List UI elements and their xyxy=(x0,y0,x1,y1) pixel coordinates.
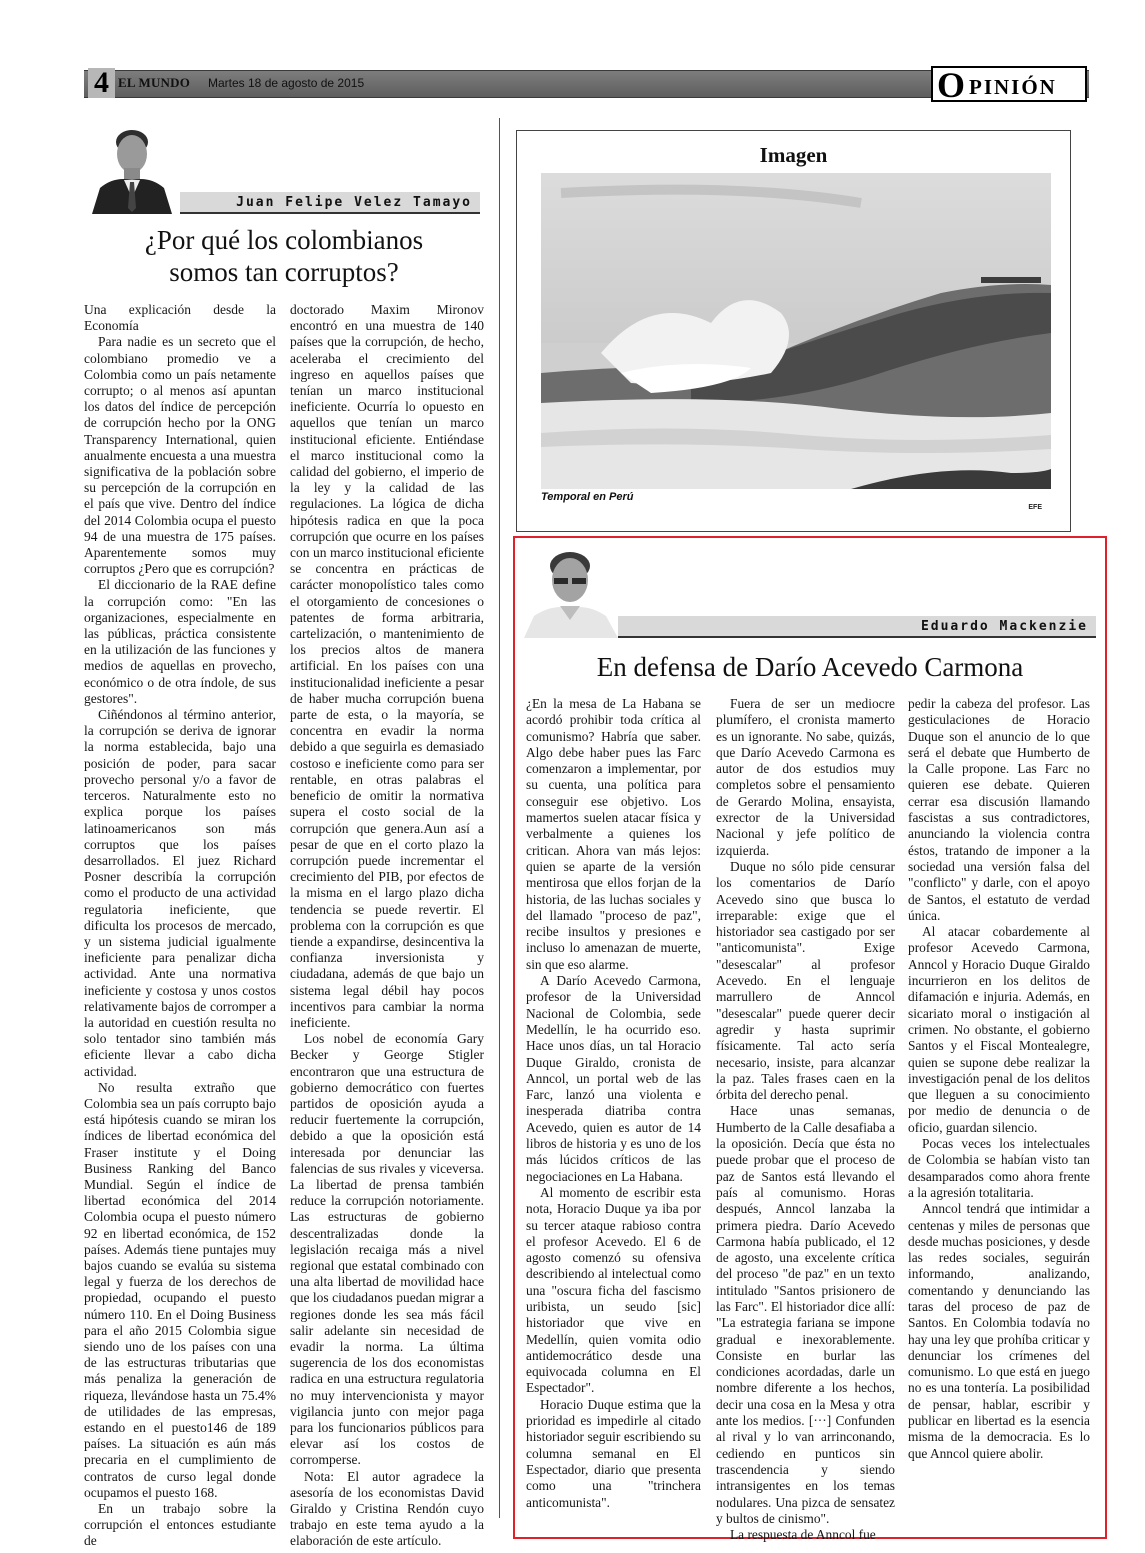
image-box xyxy=(516,130,1071,532)
paragraph: Duque no sólo pide censurar los comentarios de Darío Acevedo sino que busca lo irreparable: exige que el historiador sea castigado por ser "anticomunista". Exige "desescalar" al profesor Acevedo. En el lenguaje marrullero de Anncol "desescalar" puede querer decir agredir y hasta suprimir físicamente. Tal acto sería necesario, insiste, para alcanzar la paz. Tales frases caen en la órbita del derecho penal. xyxy=(716,858,895,1103)
paragraph: Hace unas semanas, Humberto de la Calle desafiaba a la oposición. Decía que ésta no puede probar que el proceso de paz de Santos está llevando el país al comunismo. Horas después, Anncol lanzaba la primera piedra. Darío Acevedo Carmona había publicado, el 12 de agosto, una excelente crítica del proceso "de paz" en un texto intitulado "Santos prisionero de las Farc". El historiador dice allí: "La estrategia fariana se impone gradual e inexorablemente. Consiste en burlar las condiciones acordadas, darle un nombre diferente a los hechos, decir una cosa en la Mesa y otra ante los medios. [···] Confunden al rival y lo van arrinconando, cediendo en punticos sin trascendencia y siendo intransigentes en los temas nodulares. Una pizca de sensatez y bultos de cinismo". xyxy=(716,1103,895,1526)
section-name: PINIÓN xyxy=(969,75,1057,99)
paragraph: Anncol tendrá que intimidar a centenas y miles de personas que desde muchas posiciones, y desde las redes sociales, seguirán informando, analizando, comentando y denunciando las taras del proceso de paz de Santos. En Colombia todavía no hay una ley que prohíba criticar y denunciar los crímenes del comunismo. Lo que está en juego no es una tontería. La posibilidad de pensar, hablar, escribir y publicar en libertad es la esencia misma de la democracia. Es lo que Anncol quiere abolir. xyxy=(908,1201,1090,1461)
page-header xyxy=(84,65,1089,105)
image-credit: EFE xyxy=(1028,504,1042,511)
section-label xyxy=(931,65,1087,105)
author-name-right: Eduardo Mackenzie xyxy=(920,619,1088,634)
paragraph: doctorado Maxim Mironov encontró en una muestra de 140 países que la corrupción, de hecho, aceleraba el crecimiento del ingreso en aquellos países que tenían un marco institucional ineficiente. Ocurría lo opuesto en aquellos que tenían un marco institucional eficiente. Entiéndase el marco institucional como la calidad del gobierno, el imperio de la ley y la calidad de las regulaciones. La lógica de dicha hipótesis radica en que la poca corrupción que ocurre en los países con un marco institucional eficiente se concentra en prácticas de carácter monopolístico tales como el otorgamiento de concesiones o patentes de forma arbitraria, cartelización, o mantenimiento de los precios altos de manera artificial. En los países con una institucionalidad ineficiente a pesar de haber mucha corrupción buena parte de esta, o la mayoría, se concentra en evadir la norma debido a que seguirla es demasiado costoso e ineficiente como para ser rentable, en otras palabras el beneficio de omitir la normativa supera el costo social de la corrupción que genera.Aun así a pesar de que en el corto plazo la corrupción puede incrementar el crecimiento del PIB, por efectos de la misma en el largo plazo dicha tendencia se puede revertir. El problema con la corrupción es que tiende a expandirse, desincentiva la confianza inversionista y ciudadana, además de que bajo un sistema legal débil hay pocos incentivos para cambiar la norma ineficiente. xyxy=(290,302,484,1030)
paragraph: No resulta extraño que Colombia sea un país corrupto bajo está hipótesis cuando se miran los índices de libertad económica del Fraser institute y el Doing Business Ranking del Banco Mundial. Según el índice de libertad económica del 2014 Colombia ocupa el puesto número 92 en libertad económica, de 152 países. Además tiene puntajes muy bajos cuando se evalúa su sistema legal y fuerza de los derechos de propiedad, ocupando el puesto número 110. En el Doing Business para el año 2015 Colombia sigue siendo uno de los países con una de las estructuras tributarias que más penaliza la generación de riqueza, llevándose hasta un 75.4% de utilidades de las empresas, estando en el puesto146 de 189 países. La situación es aún más precaria en el cumplimiento de contratos de curso legal donde ocupamos el puesto 168. xyxy=(84,1079,276,1500)
left-article-column-2 xyxy=(290,302,484,1550)
headline-left-line1: ¿Por qué los colombianos xyxy=(144,225,424,255)
section-initial: O xyxy=(937,65,966,105)
paragraph: Los nobel de economía Gary Becker y George Stigler encontraron que una estructura de gobierno democrático con fuertes partidos de oposición ayuda a reducir fuertemente la corrupción, debido a que la oposición está interesada por denunciar las falencias de sus rivales y viceversa. La libertad de prensa también reduce la corrupción notoriamente. Las estructuras de gobierno descentralizadas donde la legislación recaiga más a nivel regional que estatal combinado con una alta libertad de movilidad hace que los ciudadanos puedan migrar a regiones donde les sea más fácil salir adelante sin necesidad de evadir la norma. La última sugerencia de los dos economistas radica en una estructura regulatoria no muy intervencionista y mayor vigilancia junto con mejor paga para los funcionarios públicos para elevar así los costos de corromperse. xyxy=(290,1031,484,1468)
byline-bar-right xyxy=(618,616,1096,638)
byline-bar-left xyxy=(180,192,480,214)
paragraph: Para nadie es un secreto que el colombiano promedio ve a Colombia como un país netamente corrupto; o al menos así apuntan los datos del índice de percepción de corrupción hecho por la ONG Transparency International, quien anualmente encuesta a una muestra significativa de la población sobre su percepción de la corrupción en el país que vive. Dentro del índice del 2014 Colombia ocupa el puesto 94 de una muestra de 175 países. Aparentemente somos muy corruptos ¿Pero que es corrupción? xyxy=(84,334,276,577)
paragraph: Una explicación desde la Economía xyxy=(84,302,276,334)
issue-date: Martes 18 de agosto de 2015 xyxy=(208,76,365,90)
newspaper-name: EL MUNDO xyxy=(118,75,191,90)
image-caption: Temporal en Perú xyxy=(541,491,634,503)
paragraph: En un trabajo sobre la corrupción el entonces estudiante de xyxy=(84,1501,276,1549)
headline-right: En defensa de Darío Acevedo Carmona xyxy=(596,652,1024,682)
paragraph: Fuera de ser un mediocre plumífero, el cronista mamerto es un ignorante. No sabe, quizás, que Darío Acevedo Carmona es autor de dos estudios muy completos sobre el pensamiento de Gerardo Molina, ensayista, exrector de la Universidad Nacional y jefe político de izquierda. xyxy=(716,696,895,858)
paragraph: Nota: El autor agradece la asesoría de los economistas David Giraldo y Cristina Rendón cuyo trabajo en este tema ayudo a la elaboración de este artículo. xyxy=(290,1468,484,1549)
right-article-column-2 xyxy=(716,696,895,1543)
author-photo-left xyxy=(84,118,180,214)
right-article-column-1 xyxy=(526,696,701,1511)
paragraph: A Darío Acevedo Carmona, profesor de la Universidad Nacional de Colombia, sede Medellín, le ha ocurrido eso. Hace unos días, un tal Horacio Duque Giraldo, cronista de Anncol, un portal web de las Farc, lanzó una violenta e inesperada diatriba contra Acevedo, quien es autor de 14 libros de historia y es uno de los más lúcidos críticos de las negociaciones en La Habana. xyxy=(526,973,701,1184)
paragraph: Al atacar cobardemente al profesor Acevedo Carmona, Anncol y Horacio Duque Giraldo incurrieron en los delitos de difamación e injuria. Además, en sicariato moral o instigación al crimen. No obstante, el gobierno Santos y el Fiscal Montealegre, quien se supone debe realizar la investigación penal de los delitos que lleguen a su conocimiento por medio de denuncia o de oficio, guardan silencio. xyxy=(908,924,1090,1135)
page-number: 4 xyxy=(88,68,115,98)
right-article-column-3 xyxy=(908,696,1090,1462)
image-box-title: Imagen xyxy=(759,143,828,167)
paragraph: pedir la cabeza del profesor. Las gesticulaciones de Horacio Duque son el anuncio de lo que será el debate que Humberto de la Calle propone. Las Farc no quieren ese debate. Quieren cerrar esa discusión llamando fascistas a sus contradictores, anunciando la violencia contra éstos, tratando de imponer a la sociedad una versión falsa del "conflicto" y darle, con el apoyo de Santos, el estatuto de verdad única. xyxy=(908,696,1090,923)
author-name-left: Juan Felipe Velez Tamayo xyxy=(236,195,472,210)
paragraph: Ciñéndonos al término anterior, la corrupción se deriva de ignorar la norma establecida, bajo una posición de poder, para sacar provecho personal y/o a favor de terceros. Naturalmente esto no explica porque los países latinoamericanos son más corruptos que los países desarrollados. El juez Richard Posner describía la corrupción como el producto de una actividad regulatoria ineficiente, que dificulta los procesos de mercado, y un sistema judicial igualmente ineficiente para penalizar dicha actividad. Ante una normativa ineficiente y costosa y unos costos relativamente bajos de corromper a la autoridad en cuestión resulta no solo tentador sino también más eficiente llevar a cabo dicha actividad. xyxy=(84,707,276,1079)
headline-left xyxy=(84,224,484,288)
photo-waves xyxy=(541,173,1051,489)
paragraph: Al momento de escribir esta nota, Horacio Duque ya iba por su tercer ataque rabioso contra el profesor Acevedo. El 6 de agosto comenzó su ofensiva describiendo al intelectual como una "oscura ficha del fascismo uribista, un seudo [sic] historiador que vive en Medellín, quien vomita odio antidemocrático desde una equivocada columna en El Espectador". xyxy=(526,1184,701,1396)
paragraph: ¿En la mesa de La Habana se acordó prohibir toda crítica al comunismo? Habría que saber. Algo debe haber pues las Farc comenzaron a implementar, por su cuenta, una política para conseguir ese objetivo. Los mamertos suelen atacar física y verbalmente a quienes los critican. Ahora van más lejos: quien se aparte de la versión mentirosa que ellos forjan de la historia, de las luchas sociales y del llamado "proceso de paz", recibe insultos y presiones e incluso lo amenazan de muerte, sin que eso alarme. xyxy=(526,696,701,972)
paragraph: Pocas veces los intelectuales de Colombia se habían visto tan desamparados como ahora frente a la agresión totalitaria. xyxy=(908,1136,1090,1200)
author-photo-right xyxy=(524,544,618,638)
paragraph: La respuesta de Anncol fue xyxy=(730,1527,876,1543)
paragraph: Horacio Duque estima que la prioridad es impedirle al citado historiador seguir escribiendo su columna semanal en El Espectador, diario que presenta como una "trinchera anticomunista". xyxy=(526,1396,701,1510)
left-article-column-1 xyxy=(84,302,276,1550)
headline-left-line2: somos tan corruptos? xyxy=(169,257,399,287)
column-divider xyxy=(499,118,500,1518)
paragraph: El diccionario de la RAE define la corrupción como: "En las organizaciones, especialmente en las públicas, práctica consistente en la utilización de las funciones y medios de aquellas en provecho, económico o de otra índole, de sus gestores". xyxy=(84,577,276,706)
